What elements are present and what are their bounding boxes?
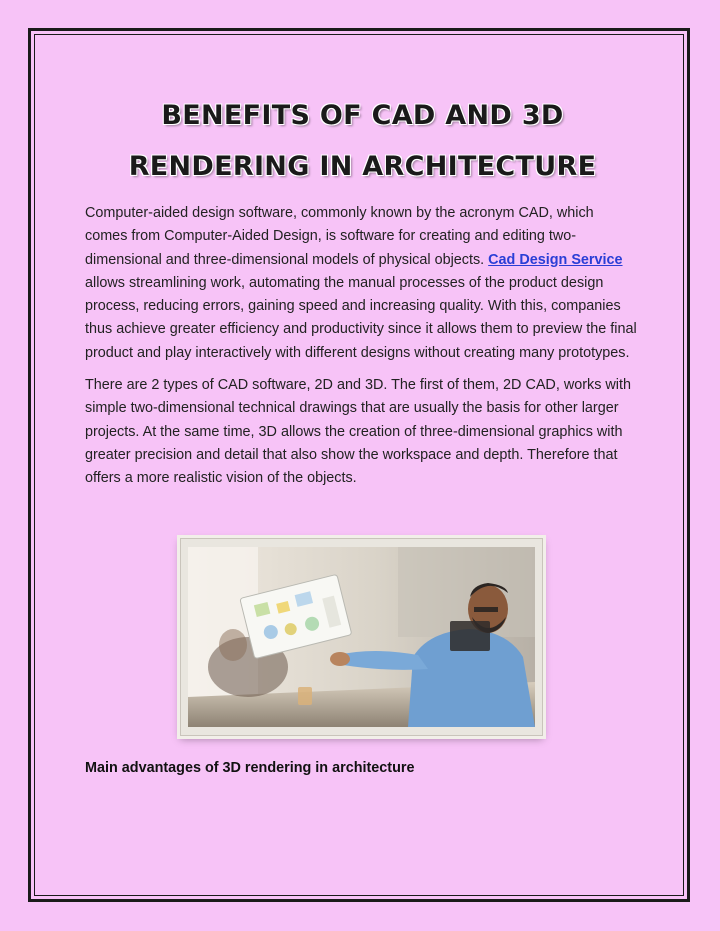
intro-text-after-link: allows streamlining work, automating the manual processes of the product design process, reducing errors, gaining speed and increasing quality. With this, companies thus achieve greater efficiency and productivity since it allows them to preview the final product and play interactively with different designs without creating many prototypes. bbox=[85, 274, 637, 361]
page-title-line-1: BENEFITS OF CAD AND 3D bbox=[161, 100, 564, 131]
cad-design-service-link[interactable]: Cad Design Service bbox=[488, 251, 623, 268]
page-title-line-2: RENDERING IN ARCHITECTURE bbox=[128, 151, 597, 182]
section-subheading: Main advantages of 3D rendering in architecture bbox=[85, 760, 415, 776]
intro-text-before-link: Computer-aided design software, commonly known by the acronym CAD, which comes from Computer-Aided Design, is software for creating and editing two-dimensional and three-dimensional models of physical objects. bbox=[85, 205, 594, 268]
cad-types-paragraph: There are 2 types of CAD software, 2D and 3D. The first of them, 2D CAD, works with simple two-dimensional technical drawings that are usually the basis for other larger projects. At the same time, 3D allows the creation of three-dimensional graphics with greater precision and detail that also show the workspace and depth. Therefore that offers a more realistic vision of the objects. bbox=[85, 377, 631, 487]
page-title bbox=[85, 90, 640, 192]
document-body bbox=[85, 90, 640, 491]
intro-paragraph bbox=[85, 202, 640, 365]
office-photo bbox=[180, 538, 543, 736]
office-photo-illustration bbox=[188, 547, 535, 727]
